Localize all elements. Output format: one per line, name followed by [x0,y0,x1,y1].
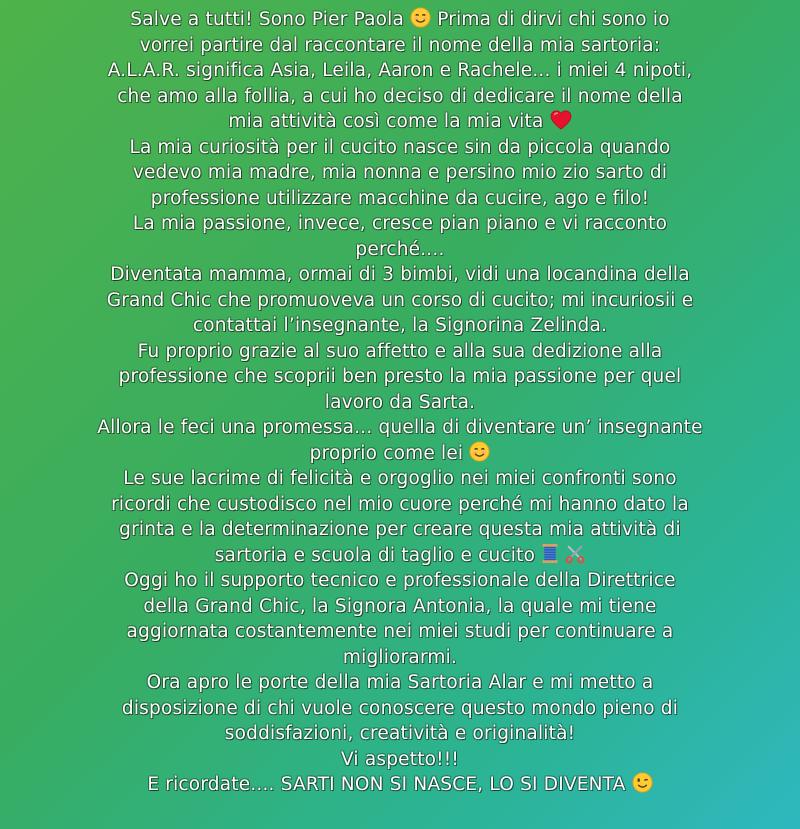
story-line: Oggi ho il supporto tecnico e professionale della Direttrice [124,570,676,591]
story-line: vedevo mia madre, mia nonna e persino mio zio sarto di [132,162,668,183]
story-line: La mia curiosità per il cucito nasce sin da piccola quando [129,136,671,158]
story-line: ricordi che custodisco nel mio cuore perché mi hanno dato la [111,493,689,515]
story-line: Grand Chic che promuoveva un corso di cucito; mi incuriosii e [106,289,694,311]
story-line: grinta e la determinazione per creare questa mia attività di [119,519,681,540]
story-line: Le sue lacrime di felicità e orgoglio nei miei confronti sono [123,468,677,489]
story-line-text: Prima di dirvi chi sono io [437,9,670,30]
story-line: contattai l’insegnante, la Signorina Zelinda. [192,315,608,336]
smiling-face-icon [469,441,490,462]
story-line [4,441,796,467]
story-line-text: sartoria e scuola di taglio e cucito [214,544,536,566]
story-text [4,7,796,798]
story-line-text: Salve a tutti! Sono Pier Paola [130,9,405,30]
story-line: della Grand Chic, la Signora Antonia, la quale mi tiene [143,595,657,617]
story-line: lavoro da Sarta. [324,391,476,413]
scissors-icon [565,544,585,564]
winking-face-icon [632,772,653,793]
smiling-face-icon [410,7,431,28]
story-line: Vi aspetto!!! [340,748,460,770]
story-line: Fu proprio grazie al suo affetto e alla sua dedizione alla [137,340,663,362]
story-line: vorrei partire dal raccontare il nome della mia sartoria: [139,34,661,56]
story-line: che amo alla follia, a cui ho deciso di dedicare il nome della [117,85,683,107]
story-line: Diventata mamma, ormai di 3 bimbi, vidi una locandina della [110,264,690,285]
story-line: Ora apro le porte della mia Sartoria Alar e mi metto a [146,672,654,693]
story-line [4,109,796,135]
story-line-text: proprio come lei [309,442,464,464]
story-line-text: mia attività così come la mia vita [228,111,544,132]
story-line: disposizione di chi vuole conoscere questo mondo pieno di [121,697,679,719]
spool-of-thread-icon [541,543,559,564]
story-line: Allora le feci una promessa... quella di diventare un’ insegnante [97,417,703,438]
story-line: professione che scoprii ben presto la mia passione per quel [118,366,682,387]
story-line [4,772,796,798]
story-line: A.L.A.R. significa Asia, Leila, Aaron e Rachele... i miei 4 nipoti, [107,60,693,81]
story-line: soddisfazioni, creatività e originalità! [224,723,576,744]
red-heart-icon [550,110,572,130]
story-line [4,543,796,569]
story-line: aggiornata costantemente nei miei studi per continuare a [126,621,674,642]
story-line: La mia passione, invece, cresce pian piano e vi racconto [132,213,668,234]
story-line: perché.... [355,238,445,260]
story-line: professione utilizzare macchine da cucire, ago e filo! [150,187,650,209]
story-line [4,7,796,33]
story-line: migliorarmi. [342,646,458,668]
story-line-text: E ricordate.... SARTI NON SI NASCE, LO SI DIVENTA [147,774,626,795]
